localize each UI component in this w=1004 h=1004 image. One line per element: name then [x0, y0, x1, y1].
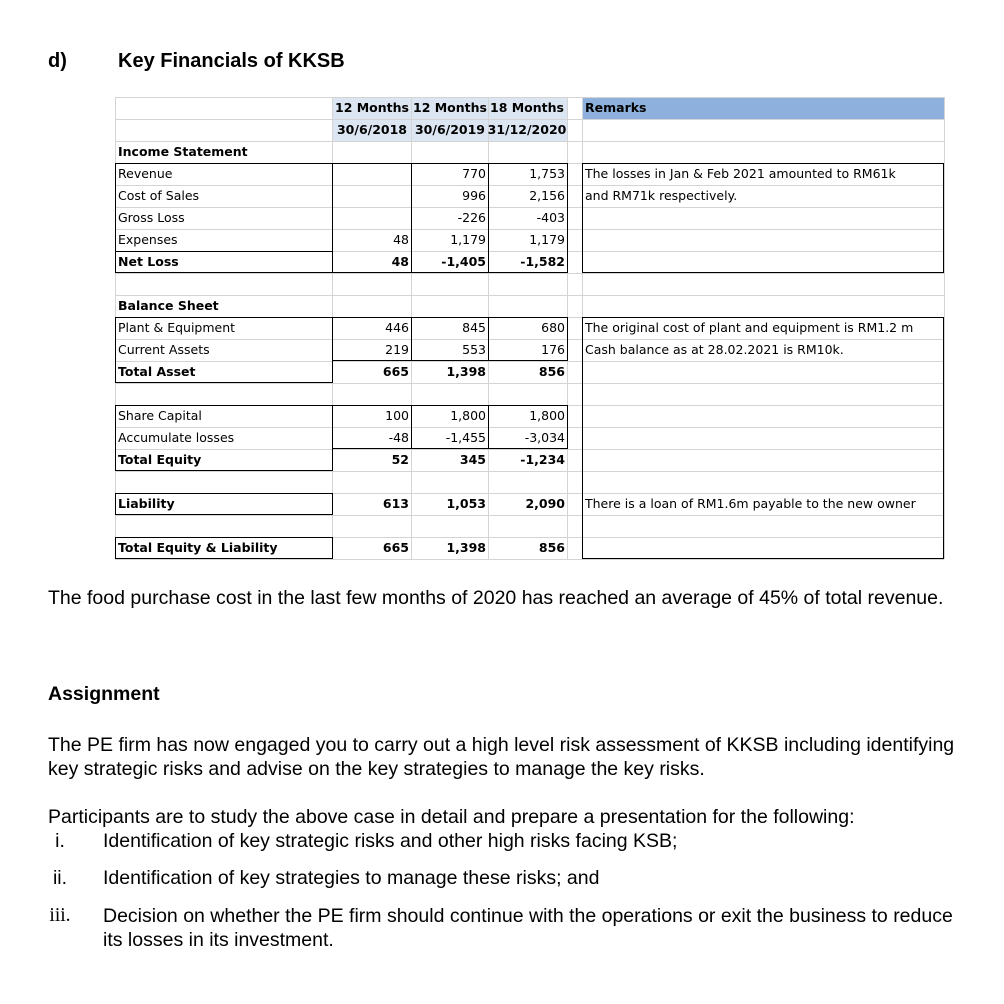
cell-value: 665: [382, 540, 409, 555]
cell-value: 856: [538, 364, 565, 379]
cell-value: -1,455: [445, 430, 486, 445]
col2-header-line2: 30/6/2019: [414, 122, 485, 137]
row-label: Liability: [118, 496, 175, 511]
cell-value: 2,156: [529, 188, 565, 203]
row-label: Share Capital: [118, 408, 202, 423]
assignment-intro: The PE firm has now engaged you to carry out a high level risk assessment of KKSB including identifying key strategic risks and advise on the key strategies to manage the key risks.: [48, 734, 955, 780]
list-item: Identification of key strategies to manage these risks; and: [103, 867, 600, 889]
cell-value: -403: [536, 210, 565, 225]
section-label: d): [48, 50, 67, 72]
col1-header-line1: 12 Months: [335, 100, 409, 115]
cell-value: -226: [457, 210, 486, 225]
cell-value: 446: [385, 320, 409, 335]
income-remark-line2: and RM71k respectively.: [585, 188, 738, 203]
row-label: Revenue: [118, 166, 173, 181]
list-item-number: ii.: [52, 867, 68, 889]
col1-header-line2: 30/6/2018: [336, 122, 407, 137]
cell-value: 1,179: [450, 232, 486, 247]
cell-value: 345: [459, 452, 486, 467]
grid-line: [115, 295, 944, 296]
cell-value: -1,582: [520, 254, 565, 269]
row-label: Total Equity & Liability: [118, 540, 278, 555]
row-label: Net Loss: [118, 254, 179, 269]
section-title: Key Financials of KKSB: [118, 50, 345, 72]
row-label: Total Asset: [118, 364, 196, 379]
balance-remark-line2: Cash balance as at 28.02.2021 is RM10k.: [585, 342, 844, 357]
list-item: Identification of key strategic risks and other high risks facing KSB;: [103, 830, 678, 852]
cell-value: -1,234: [520, 452, 565, 467]
col2-header-line1: 12 Months: [413, 100, 487, 115]
financials-table: [115, 97, 944, 559]
cell-value: -48: [388, 430, 409, 445]
row-label: Gross Loss: [118, 210, 185, 225]
col3-header-line1: 18 Months: [490, 100, 564, 115]
row-label: Cost of Sales: [118, 188, 200, 203]
cell-value: 219: [385, 342, 409, 357]
cell-value: 2,090: [525, 496, 565, 511]
assignment-heading: Assignment: [48, 683, 160, 705]
cell-value: 1,398: [446, 364, 486, 379]
col3-header-line2: 31/12/2020: [487, 122, 567, 137]
cell-value: 48: [391, 254, 409, 269]
participants-text: Participants are to study the above case in detail and prepare a presentation for the following:: [48, 806, 855, 828]
balance-sheet-title: Balance Sheet: [118, 298, 219, 313]
cell-value: -3,034: [524, 430, 565, 445]
income-statement-title: Income Statement: [118, 144, 248, 159]
cell-value: [332, 207, 412, 229]
cell-value: 856: [538, 540, 565, 555]
cell-value: [332, 185, 412, 207]
cell-value: 553: [462, 342, 486, 357]
cell-value: 996: [462, 188, 486, 203]
food-cost-note: The food purchase cost in the last few months of 2020 has reached an average of 45% of total revenue.: [48, 587, 944, 609]
cell-value: -1,405: [441, 254, 486, 269]
income-remark-line1: The losses in Jan & Feb 2021 amounted to RM61k: [585, 166, 896, 181]
cell-value: 48: [393, 232, 409, 247]
cell-value: 770: [462, 166, 486, 181]
row-label: Total Equity: [118, 452, 202, 467]
cell-value: 1,053: [446, 496, 486, 511]
cell-value: 100: [385, 408, 409, 423]
grid-line: [115, 273, 944, 274]
cell-value: 1,398: [446, 540, 486, 555]
cell-value: [332, 163, 412, 185]
remarks-header: Remarks: [585, 100, 647, 115]
liability-remark: There is a loan of RM1.6m payable to the new owner: [585, 496, 916, 511]
row-label: Plant & Equipment: [118, 320, 236, 335]
list-item-number: i.: [55, 830, 65, 852]
row-label: Expenses: [118, 232, 178, 247]
grid-line: [944, 97, 945, 559]
cell-value: 680: [541, 320, 565, 335]
cell-value: 665: [382, 364, 409, 379]
list-item: Decision on whether the PE firm should continue with the operations or exit the business to reduce its losses in its investment.: [103, 905, 953, 951]
cell-value: 1,800: [450, 408, 486, 423]
grid-line: [115, 559, 944, 560]
row-label: Current Assets: [118, 342, 210, 357]
cell-value: 1,753: [529, 166, 565, 181]
cell-value: 176: [541, 342, 565, 357]
row-label: Accumulate losses: [118, 430, 235, 445]
cell-value: 845: [462, 320, 486, 335]
cell-value: 1,179: [529, 232, 565, 247]
cell-value: 52: [391, 452, 409, 467]
cell-value: 613: [382, 496, 409, 511]
list-item-number: iii.: [49, 905, 71, 926]
balance-remark-line1: The original cost of plant and equipment is RM1.2 m: [585, 320, 914, 335]
cell-value: 1,800: [529, 408, 565, 423]
